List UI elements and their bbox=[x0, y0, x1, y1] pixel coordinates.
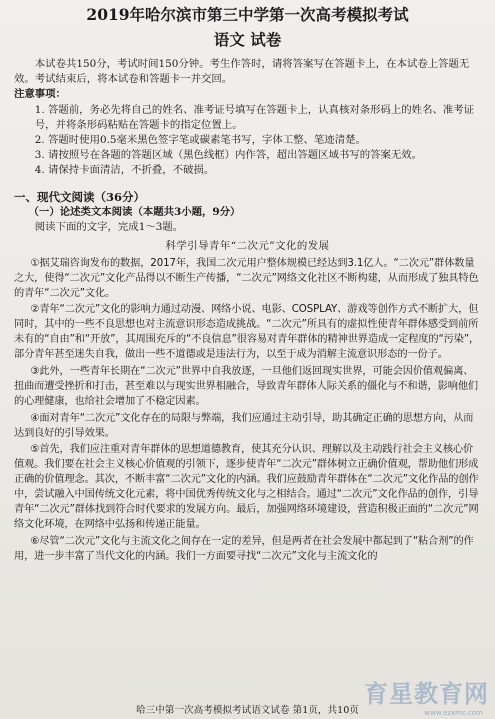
article-paragraph: ①据艾瑞咨询发布的数据，2017年，我国二次元用户整体规模已经达到3.1亿人。“二次元”群体数量之大，使得“二次元”文化产品得以不断生产传播，“二次元”网络文化社区不断构建，从而形成了独具特色的青年“二次元”文化。 bbox=[14, 257, 479, 299]
page-footer: 哈三中第一次高考模拟考试语文试卷 第1页，共10页 bbox=[136, 705, 359, 716]
article-paragraph: ④面对青年“二次元”文化存在的局限与弊端，我们应通过主动引导，助其确定正确的思想方向，从而达到良好的引导效果。 bbox=[14, 412, 474, 439]
article-title: 科学引导青年“二次元”文化的发展 bbox=[165, 239, 330, 252]
notes-heading: 注意事项： bbox=[14, 88, 66, 101]
note-item-3: 3. 请按照号在各题的答题区域（黑色线框）内作答，超出答题区域书写的答案无效。 bbox=[34, 149, 423, 162]
article-paragraph: ⑥尽管“二次元”文化与主流文化之间存在一定的差异，但是两者在社会发展中都起到了“粘合剂”的作用，进一步丰富了当代文化的内涵。我们一方面要寻找“二次元”文化与主流文化的 bbox=[14, 535, 474, 562]
article-paragraph: ⑤首先，我们应注重对青年群体的思想道德教育，使其充分认识、理解以及主动践行社会主义核心价值观。我们要在社会主义核心价值观的引领下，逐步使青年“二次元”群体树立正确价值观，帮助他们形成正确的价值理念。其次，不断丰富“二次元”文化的内涵。我们应鼓励青年群体在“二次元”文化作品的创作中，尝试融入中国传统文化元素，将中国优秀传统文化与之相结合。通过“二次元”文化作品的创作，引导青年“二次元”群体找到符合时代要求的发展方向。最后，加强网络环境建设，营造积极正面的“二次元”网络文化环境，在网络中弘扬和传递正能量。 bbox=[14, 444, 479, 531]
exam-title: 2019年哈尔滨市第三中学第一次高考模拟考试 bbox=[86, 5, 409, 24]
watermark-logo: 育星教育网 bbox=[364, 680, 489, 708]
article-paragraph: ②青年“二次元”文化的影响力通过动漫、网络小说、电影、COSPLAY、游戏等创作方式不断扩大，但同时，其中的一些不良思想也对主流意识形态造成挑战。“二次元”所具有的虚拟性使青年群体感受到前所未有的“自由”和“开放”，其周围充斥的“不良信息”很容易对青年群体的精神世界造成一定程度的“污染”，部分青年甚至迷失自我，做出一些不道德或是违法行为，以至于成为消解主流意识形态的一份子。 bbox=[14, 304, 480, 361]
section-heading: 一、现代文阅读（36分） bbox=[14, 189, 146, 204]
exam-intro: 本试卷共150分，考试时间150分钟。考生作答时，请将答案写在答题卡上，在本试卷上答题无效。考试结束后，将本试卷和答题卡一并交回。 bbox=[14, 58, 470, 86]
note-item-1: 1. 答题前，务必先将自己的姓名、准考证号填写在答题卡上，认真核对条形码上的姓名、准考证号，并将条形码粘贴在答题卡的指定位置上。 bbox=[34, 103, 475, 131]
section-subheading: （一）论述类文本阅读（本题共3小题，9分） bbox=[28, 205, 241, 218]
watermark-url: www.ezxmc.com bbox=[424, 709, 483, 717]
article-paragraph: ③此外，一些青年长期在“二次元”世界中自我放逐，一旦他们返回现实世界，可能会因价值观偏离、扭曲而遭受挫折和打击，甚至难以与现实世界相融合，导致青年群体人际关系的僵化与不和谐，影响他们的心理健康，也给社会增加了不稳定因素。 bbox=[14, 366, 479, 408]
section-instruction: 阅读下面的文字，完成1～3题。 bbox=[34, 220, 184, 233]
note-item-4: 4. 请保持卡面清洁，不折叠，不破损。 bbox=[34, 164, 215, 177]
note-item-2: 2. 答题时使用0.5毫米黑色签字笔或碳素笔书写，字体工整、笔迹清楚。 bbox=[34, 134, 366, 147]
exam-subtitle: 语文 试卷 bbox=[213, 30, 282, 49]
